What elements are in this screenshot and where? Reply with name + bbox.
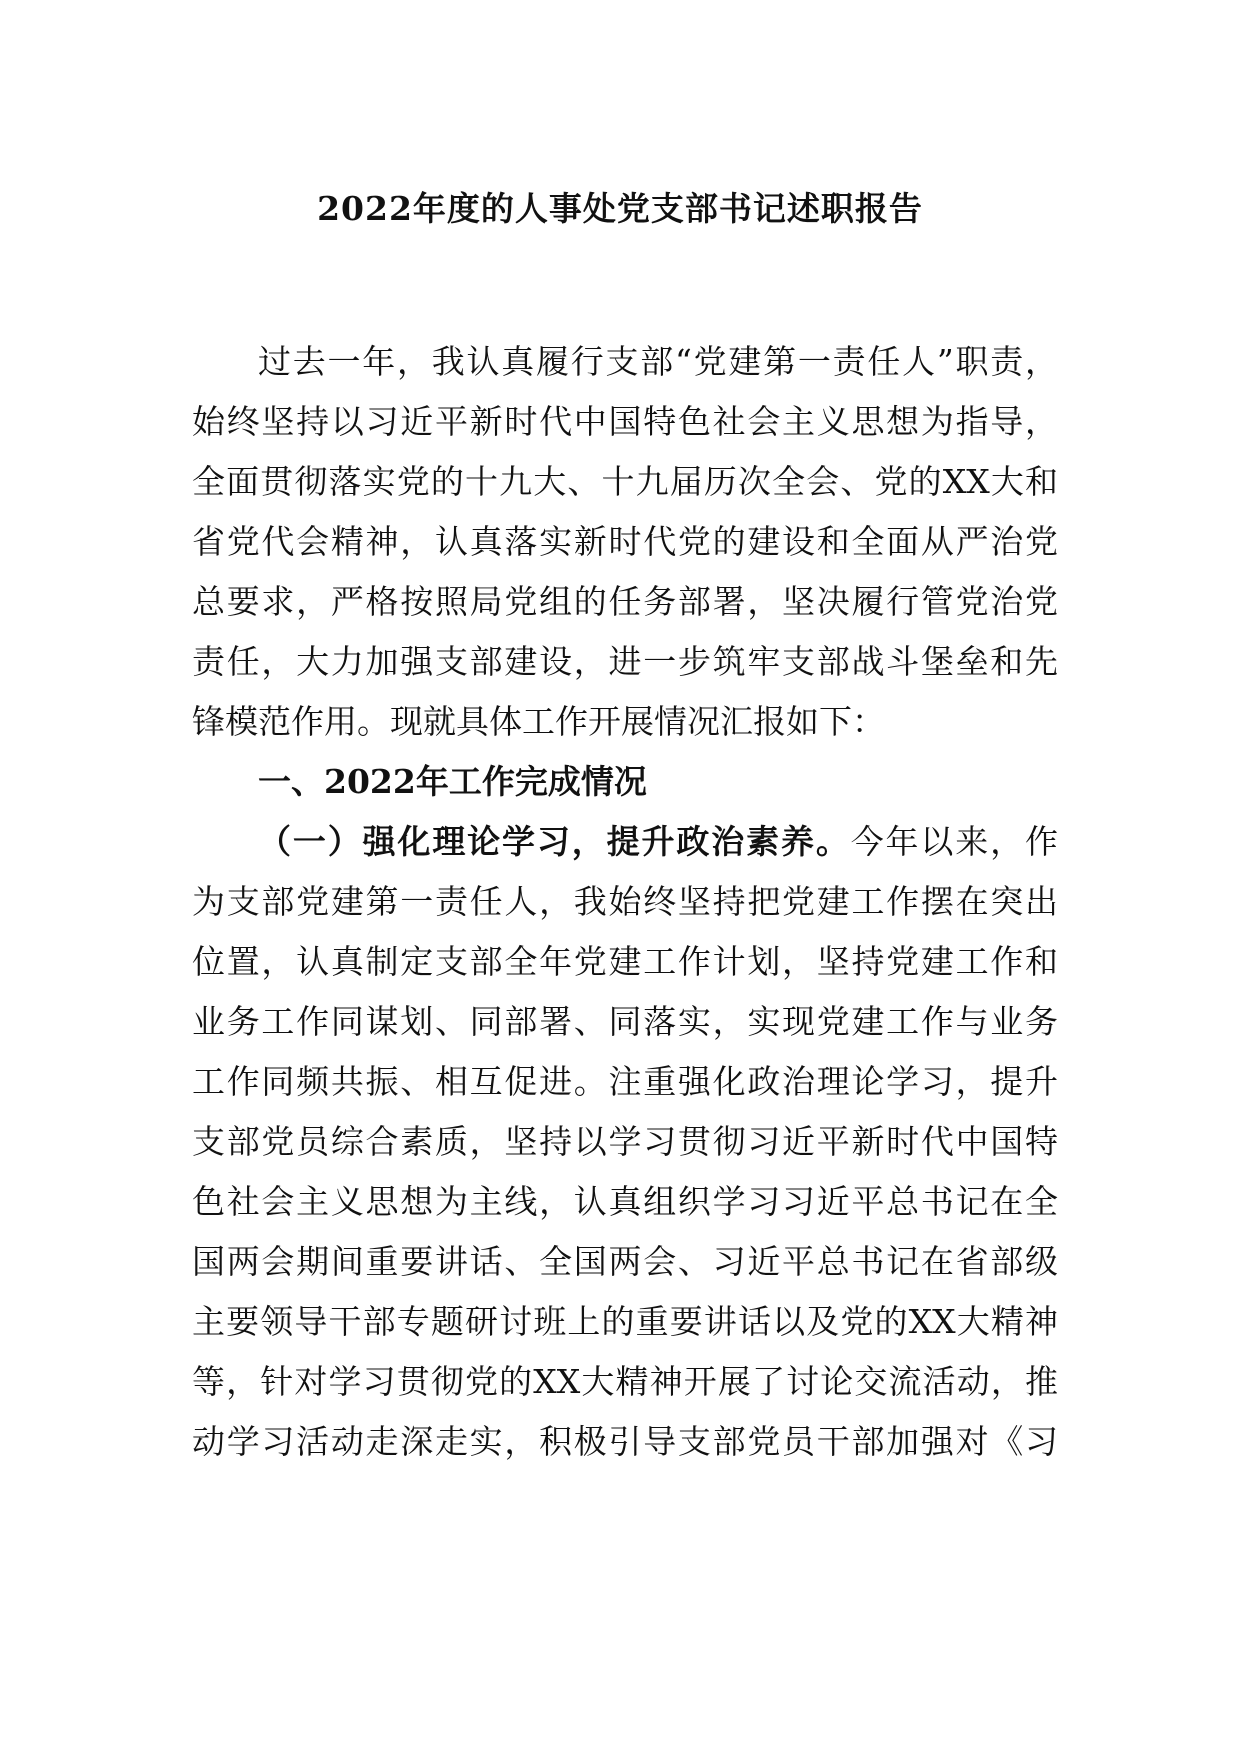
subsection-lead-line [258,812,1058,872]
document-title: 2022年度的人事处党支部书记述职报告 [317,189,923,228]
intro-line-3: 全面贯彻落实党的十九大、十九届历次全会、党的XX大和 [192,462,1058,501]
subsection-line-1: 为支部党建第一责任人，我始终坚持把党建工作摆在突出 [192,882,1058,921]
intro-line-6: 责任，大力加强支部建设，进一步筑牢支部战斗堡垒和先 [192,642,1058,681]
subsection-line-3: 业务工作同谋划、同部署、同落实，实现党建工作与业务 [192,1002,1058,1041]
subsection-line-8: 主要领导干部专题研讨班上的重要讲话以及党的XX大精神 [192,1302,1058,1341]
subsection-line-10: 动学习活动走深走实，积极引导支部党员干部加强对《习 [192,1422,1058,1461]
subsection-line-9: 等，针对学习贯彻党的XX大精神开展了讨论交流活动，推 [192,1362,1058,1401]
section-heading: 一、2022年工作完成情况 [258,762,647,801]
intro-line-2: 始终坚持以习近平新时代中国特色社会主义思想为指导， [192,402,1058,441]
subsection-line-6: 色社会主义思想为主线，认真组织学习习近平总书记在全 [192,1182,1058,1221]
subsection-line-5: 支部党员综合素质，坚持以学习贯彻习近平新时代中国特 [192,1122,1058,1161]
subsection-line-7: 国两会期间重要讲话、全国两会、习近平总书记在省部级 [192,1242,1058,1281]
subsection-bold-lead: （一）强化理论学习，提升政治素养。 [258,822,851,861]
intro-line-4: 省党代会精神，认真落实新时代党的建设和全面从严治党 [192,522,1058,561]
intro-line-5: 总要求，严格按照局党组的任务部署，坚决履行管党治党 [192,582,1058,621]
subsection-lead-rest: 今年以来，作 [850,822,1059,861]
intro-line-1: 过去一年，我认真履行支部“党建第一责任人”职责， [258,342,1058,381]
intro-line-7: 锋模范作用。现就具体工作开展情况汇报如下： [192,702,885,741]
subsection-line-2: 位置，认真制定支部全年党建工作计划，坚持党建工作和 [192,942,1058,981]
subsection-line-4: 工作同频共振、相互促进。注重强化政治理论学习，提升 [192,1062,1058,1101]
